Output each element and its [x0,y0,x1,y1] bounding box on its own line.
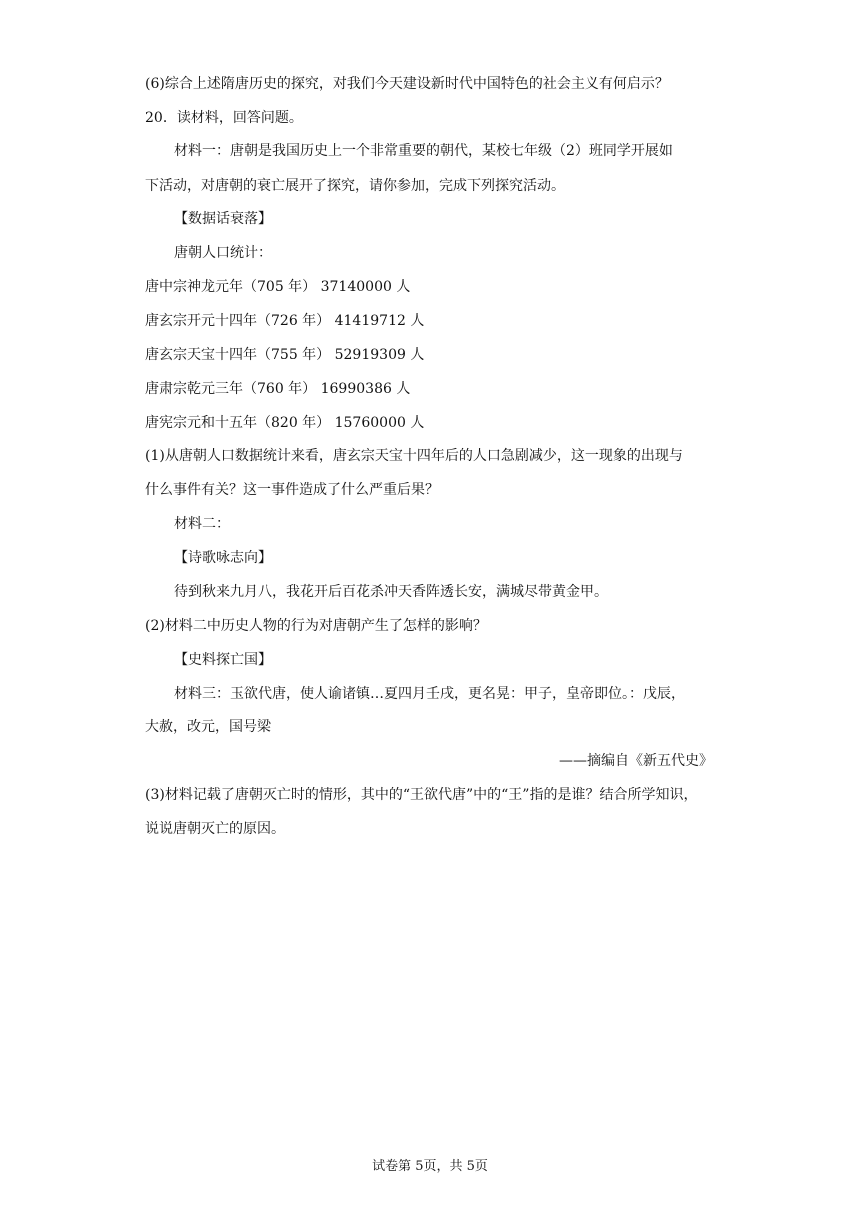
section-heading-history: 【史料探亡国】 [174,652,272,668]
population-row: 唐肃宗乾元三年（760 年） 16990386 人 [145,381,411,397]
source-citation: ——摘编自《新五代史》 [559,753,713,769]
poem-text: 待到秋来九月八，我花开后百花杀冲天香阵透长安，满城尽带黄金甲。 [174,584,608,600]
population-stats-label: 唐朝人口统计： [174,245,272,261]
question-20-heading: 20．读材料，回答问题。 [145,110,303,126]
population-row: 唐玄宗天宝十四年（755 年） 52919309 人 [145,347,425,363]
material-3-text-cont: 大赦，改元，国号梁 [145,719,271,735]
sub-question-3-cont: 说说唐朝灭亡的原因。 [145,821,285,837]
section-heading-data: 【数据话衰落】 [174,211,272,227]
population-row: 唐宪宗元和十五年（820 年） 15760000 人 [145,415,425,431]
material-3-text: 材料三：玉欲代唐，使人谕诸镇…夏四月壬戌，更名晃：甲子，皇帝即位。：戊辰， [174,686,685,702]
material-1-text: 材料一：唐朝是我国历史上一个非常重要的朝代，某校七年级（2）班同学开展如 [174,143,673,159]
sub-question-2: (2)材料二中历史人物的行为对唐朝产生了怎样的影响？ [145,618,487,634]
material-2-label: 材料二： [174,516,230,532]
sub-question-1-cont: 什么事件有关？这一事件造成了什么严重后果？ [145,482,439,498]
page-footer: 试卷第 5页，共 5页 [372,1159,488,1174]
population-row: 唐玄宗开元十四年（726 年） 41419712 人 [145,313,425,329]
question-6-text: (6)综合上述隋唐历史的探究，对我们今天建设新时代中国特色的社会主义有何启示？ [145,76,669,92]
material-1-text-cont: 下活动，对唐朝的衰亡展开了探究，请你参加，完成下列探究活动。 [145,178,565,194]
population-row: 唐中宗神龙元年（705 年） 37140000 人 [145,279,411,295]
section-heading-poem: 【诗歌咏志向】 [174,550,272,566]
sub-question-1: (1)从唐朝人口数据统计来看，唐玄宗天宝十四年后的人口急剧减少，这一现象的出现与 [145,448,683,464]
sub-question-3: (3)材料记载了唐朝灭亡时的情形，其中的“王欲代唐”中的“王”指的是谁？结合所学知识， [145,787,698,803]
